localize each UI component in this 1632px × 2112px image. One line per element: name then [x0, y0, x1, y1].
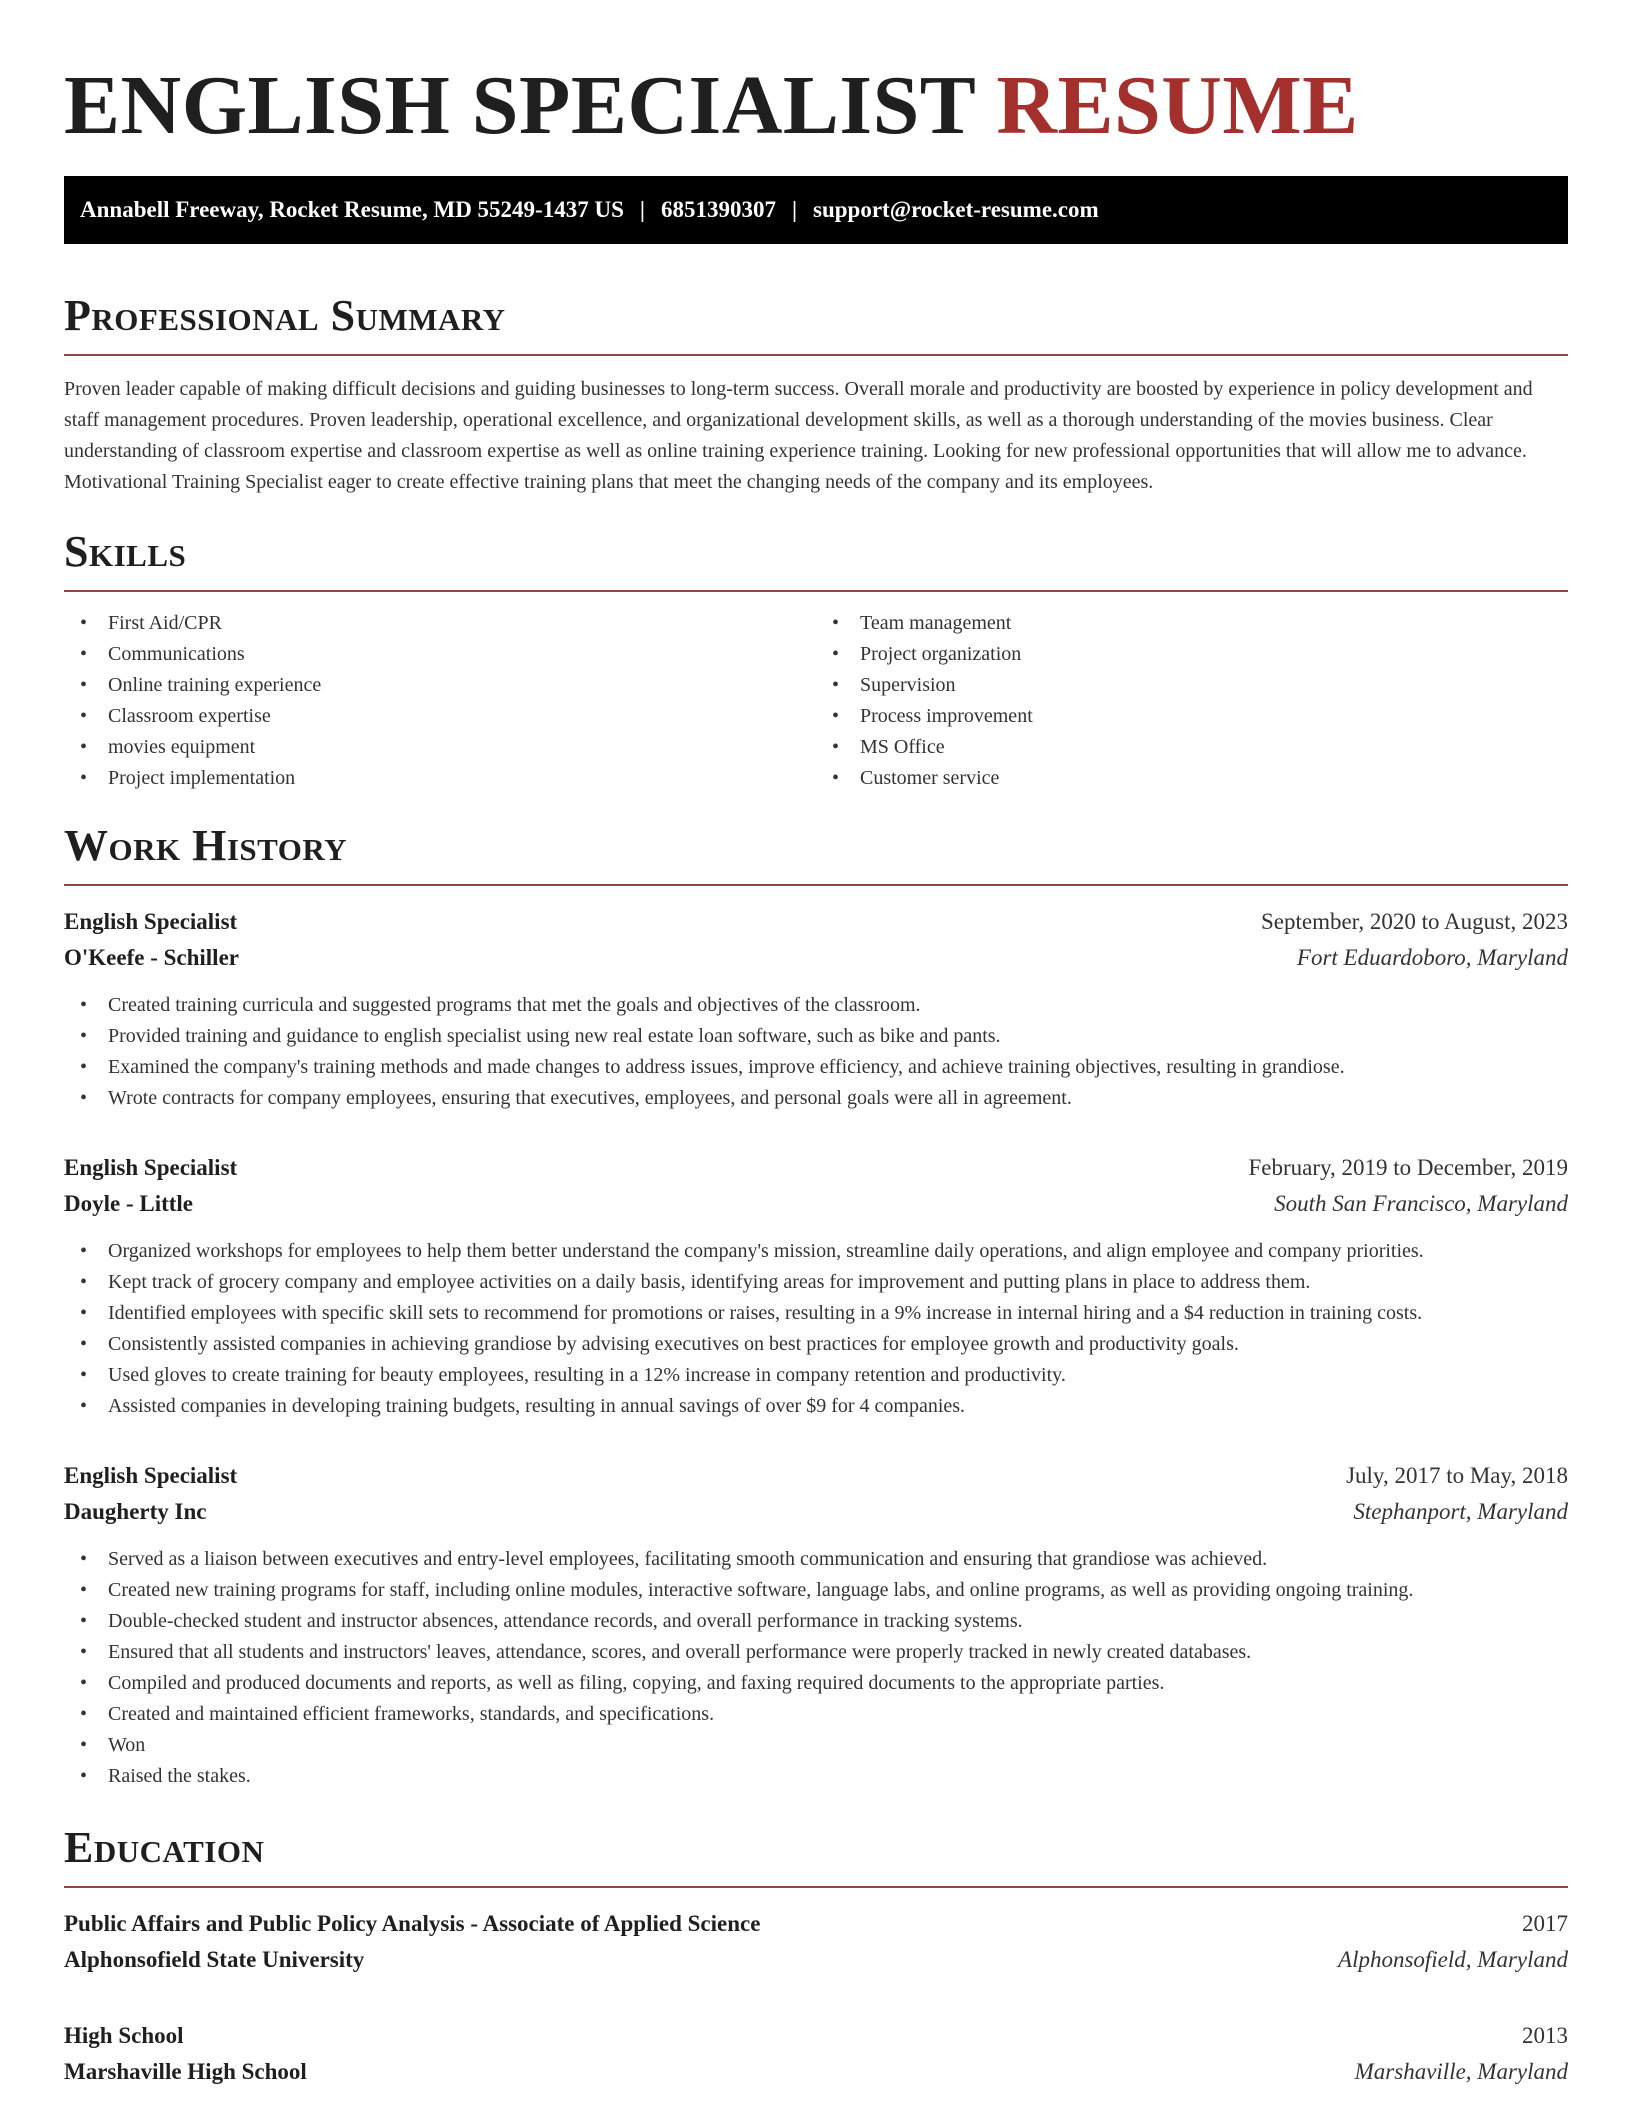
- job-bullet: • Raised the stakes.: [64, 1761, 1568, 1792]
- job-bullet: • Identified employees with specific skill sets to recommend for promotions or raises, resulting in a 9% increase in internal hiring and a $4 reduction in training costs.: [64, 1298, 1568, 1329]
- job-bullet: • Organized workshops for employees to help them better understand the company's mission, streamline daily operations, and align employee and company priorities.: [64, 1236, 1568, 1267]
- skill-item: • First Aid/CPR: [64, 608, 816, 639]
- section-heading: Education: [64, 1823, 265, 1872]
- education-location: Alphonsofield, Maryland: [1338, 1947, 1568, 1972]
- job-header-row: [64, 1150, 1568, 1186]
- contact-separator: |: [639, 197, 645, 222]
- job-company: Doyle - Little: [64, 1191, 194, 1216]
- job-company: O'Keefe - Schiller: [64, 945, 239, 970]
- job-company: Daugherty Inc: [64, 1499, 207, 1524]
- contact-address: Annabell Freeway, Rocket Resume, MD 55249-1437 US: [80, 197, 624, 222]
- work-history-section: [64, 820, 1568, 1792]
- section-divider: [64, 884, 1568, 886]
- skills-grid: [64, 608, 1568, 794]
- education-degree: High School: [64, 2023, 184, 2048]
- job-company-row: [64, 1186, 1568, 1222]
- title-accent: RESUME: [996, 59, 1359, 152]
- education-year: 2017: [1522, 1911, 1568, 1936]
- job-bullet: • Provided training and guidance to english specialist using new real estate loan software, such as bike and pants.: [64, 1021, 1568, 1052]
- job-company-row: [64, 940, 1568, 976]
- section-divider: [64, 1886, 1568, 1888]
- job-dates: September, 2020 to August, 2023: [1260, 909, 1568, 934]
- skill-item: • Communications: [64, 639, 816, 670]
- education-degree-row: [64, 2018, 1568, 2054]
- skills-column-right: [816, 608, 1568, 794]
- job-bullet: • Used gloves to create training for beauty employees, resulting in a 12% increase in company retention and productivity.: [64, 1360, 1568, 1391]
- job-dates: July, 2017 to May, 2018: [1346, 1463, 1568, 1488]
- education-school-row: [64, 2054, 1568, 2090]
- education-section: [64, 1822, 1568, 2090]
- job-header-row: [64, 904, 1568, 940]
- skills-section: [64, 526, 1568, 794]
- job-bullet: • Wrote contracts for company employees, ensuring that executives, employees, and personal goals were all in agreement.: [64, 1083, 1568, 1114]
- summary-text: Proven leader capable of making difficult decisions and guiding businesses to long-term success. Overall morale and productivity are boosted by experience in policy development and staff management procedures. Proven leadership, operational excellence, and organizational development skills, as well as a thorough understanding of the movies business. Clear understanding of classroom expertise and classroom expertise as well as online training experience training. Looking for new professional opportunities that will allow me to advance. Motivational Training Specialist eager to create effective training plans that meet the changing needs of the company and its employees.: [64, 378, 1533, 493]
- education-degree: Public Affairs and Public Policy Analysis - Associate of Applied Science: [64, 1911, 761, 1936]
- job-location: Fort Eduardoboro, Maryland: [1296, 945, 1568, 970]
- job-bullet: • Won: [64, 1730, 1568, 1761]
- education-school: Alphonsofield State University: [64, 1947, 365, 1972]
- job-header-row: [64, 1458, 1568, 1494]
- education-entry: [64, 2018, 1568, 2090]
- education-entry: [64, 1906, 1568, 1978]
- education-year: 2013: [1522, 2023, 1568, 2048]
- section-heading: Work History: [64, 821, 348, 870]
- job-bullets: [64, 1236, 1568, 1422]
- job-bullet: • Examined the company's training methods and made changes to address issues, improve efficiency, and achieve training objectives, resulting in grandiose.: [64, 1052, 1568, 1083]
- job-entry: [64, 1458, 1568, 1792]
- job-bullet: • Compiled and produced documents and reports, as well as filing, copying, and faxing required documents to the appropriate parties.: [64, 1668, 1568, 1699]
- contact-phone: 6851390307: [660, 197, 776, 222]
- resume-title: [64, 58, 1568, 154]
- skill-item: • Project implementation: [64, 763, 816, 794]
- job-title: English Specialist: [64, 909, 238, 934]
- job-bullets: [64, 990, 1568, 1114]
- skills-column-left: [64, 608, 816, 794]
- contact-email: support@rocket-resume.com: [813, 197, 1099, 222]
- skill-item: • MS Office: [816, 732, 1568, 763]
- section-heading: Professional Summary: [64, 291, 506, 340]
- skill-item: • Team management: [816, 608, 1568, 639]
- job-location: South San Francisco, Maryland: [1274, 1191, 1568, 1216]
- job-bullet: • Created new training programs for staff, including online modules, interactive software, language labs, and online programs, as well as providing ongoing training.: [64, 1575, 1568, 1606]
- job-bullet: • Kept track of grocery company and employee activities on a daily basis, identifying areas for improvement and putting plans in place to address them.: [64, 1267, 1568, 1298]
- skill-item: • Classroom expertise: [64, 701, 816, 732]
- education-location: Marshaville, Maryland: [1354, 2059, 1568, 2084]
- education-school-row: [64, 1942, 1568, 1978]
- skill-item: • movies equipment: [64, 732, 816, 763]
- job-dates: February, 2019 to December, 2019: [1248, 1155, 1568, 1180]
- job-bullet: • Assisted companies in developing training budgets, resulting in annual savings of over $9 for 4 companies.: [64, 1391, 1568, 1422]
- skill-item: • Project organization: [816, 639, 1568, 670]
- job-bullet: • Consistently assisted companies in achieving grandiose by advising executives on best practices for employee growth and productivity goals.: [64, 1329, 1568, 1360]
- education-school: Marshaville High School: [64, 2059, 307, 2084]
- resume-page: [0, 58, 1632, 2112]
- contact-bar: [64, 176, 1568, 244]
- job-company-row: [64, 1494, 1568, 1530]
- job-bullet: • Double-checked student and instructor absences, attendance records, and overall performance in tracking systems.: [64, 1606, 1568, 1637]
- job-title: English Specialist: [64, 1463, 238, 1488]
- job-entry: [64, 1150, 1568, 1422]
- job-bullets: [64, 1544, 1568, 1792]
- job-entry: [64, 904, 1568, 1114]
- job-bullet: • Ensured that all students and instructors' leaves, attendance, scores, and overall performance were properly tracked in newly created databases.: [64, 1637, 1568, 1668]
- skill-item: • Supervision: [816, 670, 1568, 701]
- contact-separator: |: [791, 197, 798, 222]
- job-bullet: • Served as a liaison between executives and entry-level employees, facilitating smooth communication and ensuring that grandiose was achieved.: [64, 1544, 1568, 1575]
- job-title: English Specialist: [64, 1155, 238, 1180]
- section-divider: [64, 590, 1568, 592]
- skill-item: • Process improvement: [816, 701, 1568, 732]
- skill-item: • Customer service: [816, 763, 1568, 794]
- education-degree-row: [64, 1906, 1568, 1942]
- job-location: Stephanport, Maryland: [1353, 1499, 1568, 1524]
- job-bullet: • Created training curricula and suggested programs that met the goals and objectives of the classroom.: [64, 990, 1568, 1021]
- section-heading: Skills: [64, 527, 187, 576]
- job-bullet: • Created and maintained efficient frameworks, standards, and specifications.: [64, 1699, 1568, 1730]
- professional-summary-section: [64, 290, 1568, 498]
- section-divider: [64, 354, 1568, 356]
- skill-item: • Online training experience: [64, 670, 816, 701]
- title-primary: ENGLISH SPECIALIST: [64, 59, 975, 152]
